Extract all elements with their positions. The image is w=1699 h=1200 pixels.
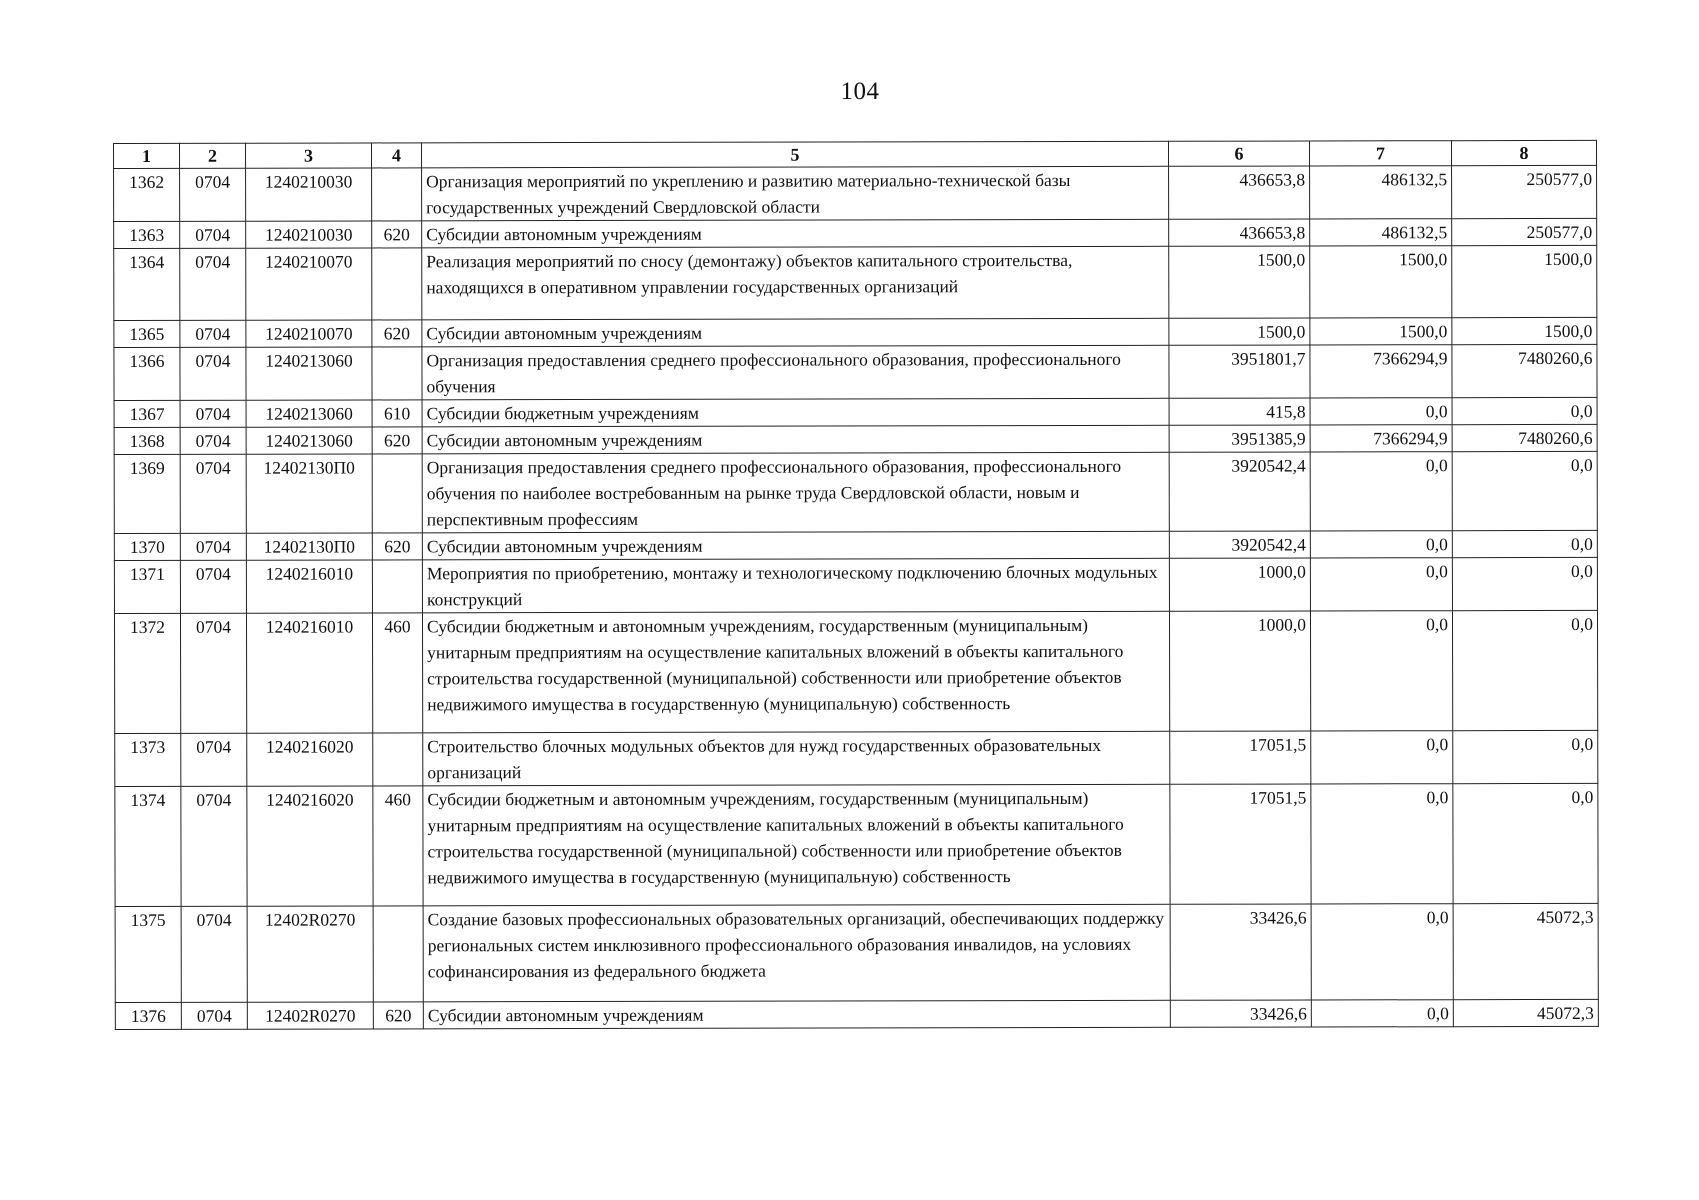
header-col-3: 3 (246, 143, 372, 168)
header-col-1: 1 (114, 143, 180, 168)
budget-table (113, 140, 1599, 1030)
section-code: 0704 (180, 560, 246, 613)
table-row (115, 903, 1598, 1002)
header-col-7: 7 (1309, 141, 1451, 166)
row-number: 1362 (114, 168, 180, 221)
amount-col-6: 33426,6 (1170, 904, 1311, 1000)
table-row (115, 999, 1598, 1029)
amount-col-8: 1500,0 (1452, 245, 1597, 317)
row-number: 1363 (114, 221, 180, 248)
section-code: 0704 (180, 347, 246, 400)
amount-col-7: 0,0 (1310, 398, 1452, 425)
header-col-2: 2 (180, 143, 246, 168)
amount-col-6: 415,8 (1169, 398, 1310, 425)
row-number: 1367 (114, 400, 180, 427)
amount-col-7: 1500,0 (1310, 246, 1452, 318)
item-name: Субсидии автономным учреждениям (423, 1000, 1170, 1029)
amount-col-6: 1000,0 (1169, 611, 1310, 731)
target-article-code: 1240210030 (246, 221, 372, 248)
section-code: 0704 (180, 221, 246, 248)
amount-col-6: 33426,6 (1170, 1000, 1311, 1027)
amount-col-6: 1000,0 (1169, 558, 1310, 611)
header-col-4: 4 (372, 143, 422, 168)
target-article-code: 1240213060 (246, 427, 372, 454)
expense-type-code (373, 733, 423, 786)
target-article-code: 1240210030 (246, 168, 372, 221)
row-number: 1372 (114, 613, 180, 733)
row-number: 1369 (114, 454, 180, 533)
expense-type-code: 620 (372, 427, 422, 454)
target-article-code: 12402130П0 (246, 454, 372, 533)
row-number: 1375 (115, 906, 181, 1002)
amount-col-6: 17051,5 (1170, 784, 1311, 904)
amount-col-6: 1500,0 (1169, 246, 1310, 318)
target-article-code: 12402130П0 (246, 533, 372, 560)
table-row (115, 730, 1598, 786)
amount-col-7: 1500,0 (1310, 318, 1452, 345)
target-article-code: 1240210070 (246, 320, 372, 347)
amount-col-7: 0,0 (1310, 452, 1452, 531)
page-number: 104 (840, 78, 880, 105)
section-code: 0704 (180, 320, 246, 347)
section-code: 0704 (181, 1002, 247, 1029)
amount-col-8: 45072,3 (1453, 999, 1598, 1026)
amount-col-8: 0,0 (1452, 610, 1597, 730)
expense-type-code: 620 (373, 1002, 423, 1029)
amount-col-7: 0,0 (1311, 731, 1453, 784)
target-article-code: 12402R0270 (247, 906, 373, 1002)
expense-type-code (373, 906, 423, 1002)
item-name: Организация мероприятий по укреплению и развитию материально-технической базы государственных учреждений Свердловской области (422, 166, 1169, 221)
expense-type-code: 620 (372, 221, 422, 248)
amount-col-8: 1500,0 (1452, 317, 1597, 344)
amount-col-7: 486132,5 (1310, 219, 1452, 246)
expense-type-code: 610 (372, 400, 422, 427)
section-code: 0704 (180, 454, 246, 533)
item-name: Мероприятия по приобретению, монтажу и технологическому подключению блочных модульных конструкций (422, 558, 1169, 613)
section-code: 0704 (180, 400, 246, 427)
target-article-code: 12402R0270 (247, 1002, 373, 1029)
item-name: Реализация мероприятий по сносу (демонтажу) объектов капитального строительства, находящихся в оперативном управлении государственных организаций (422, 246, 1169, 320)
table-row (114, 245, 1597, 320)
row-number: 1373 (115, 733, 181, 786)
table-header (114, 140, 1597, 168)
amount-col-6: 3951385,9 (1169, 425, 1310, 452)
section-code: 0704 (180, 427, 246, 454)
item-name: Создание базовых профессиональных образовательных организаций, обеспечивающих поддержку региональных систем инклюзивного профессионального образования инвалидов, на условиях софинансирования из федерального бюджета (423, 904, 1170, 1002)
table-row (114, 317, 1597, 347)
target-article-code: 1240216010 (246, 613, 372, 733)
row-number: 1370 (114, 533, 180, 560)
amount-col-6: 3920542,4 (1169, 452, 1310, 531)
amount-col-7: 0,0 (1310, 611, 1452, 731)
table-row (114, 218, 1597, 248)
amount-col-6: 1500,0 (1169, 318, 1310, 345)
section-code: 0704 (180, 533, 246, 560)
target-article-code: 1240213060 (246, 347, 372, 400)
row-number: 1364 (114, 248, 180, 320)
amount-col-7: 0,0 (1310, 558, 1452, 611)
amount-col-8: 7480260,6 (1452, 424, 1597, 451)
item-name: Субсидии бюджетным и автономным учреждениям, государственным (муниципальным) унитарным предприятиям на осуществление капитальных вложений в объекты капитального строительства государственной (муниципальной) собственности или приобретение объектов недвижимого имущества в государственную (муниципальную) собственность (423, 784, 1170, 906)
table-row (114, 451, 1597, 533)
amount-col-7: 7366294,9 (1310, 345, 1452, 398)
amount-col-8: 0,0 (1452, 397, 1597, 424)
item-name: Субсидии бюджетным учреждениям (422, 398, 1169, 427)
expense-type-code (372, 560, 422, 613)
table-row (114, 344, 1597, 400)
item-name: Организация предоставления среднего профессионального образования, профессионального обучения по наиболее востребованным на рынке труда Свердловской области, новым и перспективным профессиям (422, 452, 1169, 533)
amount-col-8: 250577,0 (1452, 165, 1597, 218)
section-code: 0704 (181, 733, 247, 786)
expense-type-code (372, 168, 422, 221)
expense-type-code: 620 (372, 320, 422, 347)
amount-col-6: 436653,8 (1169, 166, 1310, 219)
table-body (114, 165, 1599, 1029)
expense-type-code (372, 454, 422, 533)
amount-col-7: 0,0 (1310, 531, 1452, 558)
amount-col-7: 7366294,9 (1310, 425, 1452, 452)
expense-type-code: 460 (373, 786, 423, 906)
expense-type-code (372, 347, 422, 400)
amount-col-7: 486132,5 (1310, 166, 1452, 219)
header-col-6: 6 (1168, 141, 1309, 166)
section-code: 0704 (181, 906, 247, 1002)
item-name: Субсидии автономным учреждениям (422, 318, 1169, 347)
amount-col-8: 0,0 (1453, 730, 1598, 783)
table-row (114, 557, 1597, 613)
amount-col-8: 0,0 (1453, 783, 1598, 903)
item-name: Субсидии автономным учреждениям (422, 531, 1169, 560)
header-col-5: 5 (422, 141, 1169, 168)
item-name: Субсидии автономным учреждениям (422, 219, 1169, 248)
amount-col-8: 0,0 (1452, 530, 1597, 557)
header-col-8: 8 (1451, 140, 1596, 165)
section-code: 0704 (181, 786, 247, 906)
expense-type-code: 620 (372, 533, 422, 560)
table-row (115, 783, 1598, 906)
target-article-code: 1240216020 (247, 733, 373, 786)
table-row (114, 397, 1597, 427)
table-row (114, 530, 1597, 560)
amount-col-7: 0,0 (1311, 1000, 1453, 1027)
amount-col-7: 0,0 (1311, 904, 1453, 1000)
row-number: 1374 (115, 786, 181, 906)
item-name: Субсидии автономным учреждениям (422, 425, 1169, 454)
amount-col-6: 3951801,7 (1169, 345, 1310, 398)
item-name: Строительство блочных модульных объектов для нужд государственных образовательных организаций (423, 731, 1170, 786)
target-article-code: 1240213060 (246, 400, 372, 427)
amount-col-7: 0,0 (1311, 784, 1453, 904)
amount-col-6: 436653,8 (1169, 219, 1310, 246)
amount-col-8: 250577,0 (1452, 218, 1597, 245)
target-article-code: 1240216010 (246, 560, 372, 613)
row-number: 1371 (114, 560, 180, 613)
section-code: 0704 (180, 613, 246, 733)
expense-type-code (372, 248, 422, 320)
amount-col-6: 17051,5 (1170, 731, 1311, 784)
amount-col-8: 7480260,6 (1452, 344, 1597, 397)
target-article-code: 1240216020 (247, 786, 373, 906)
amount-col-8: 45072,3 (1453, 903, 1598, 999)
expense-type-code: 460 (372, 613, 422, 733)
section-code: 0704 (180, 168, 246, 221)
amount-col-8: 0,0 (1452, 451, 1597, 530)
row-number: 1376 (115, 1002, 181, 1029)
row-number: 1368 (114, 427, 180, 454)
header-row (114, 140, 1597, 168)
item-name: Субсидии бюджетным и автономным учреждениям, государственным (муниципальным) унитарным предприятиям на осуществление капитальных вложений в объекты капитального строительства государственной (муниципальной) собственности или приобретение объектов недвижимого имущества в государственную (муниципальную) собственность (422, 611, 1169, 733)
item-name: Организация предоставления среднего профессионального образования, профессионального обучения (422, 345, 1169, 400)
row-number: 1365 (114, 320, 180, 347)
amount-col-6: 3920542,4 (1169, 531, 1310, 558)
table-row (114, 610, 1597, 733)
target-article-code: 1240210070 (246, 248, 372, 320)
row-number: 1366 (114, 347, 180, 400)
table-row (114, 424, 1597, 454)
table-row (114, 165, 1597, 221)
amount-col-8: 0,0 (1452, 557, 1597, 610)
section-code: 0704 (180, 248, 246, 320)
